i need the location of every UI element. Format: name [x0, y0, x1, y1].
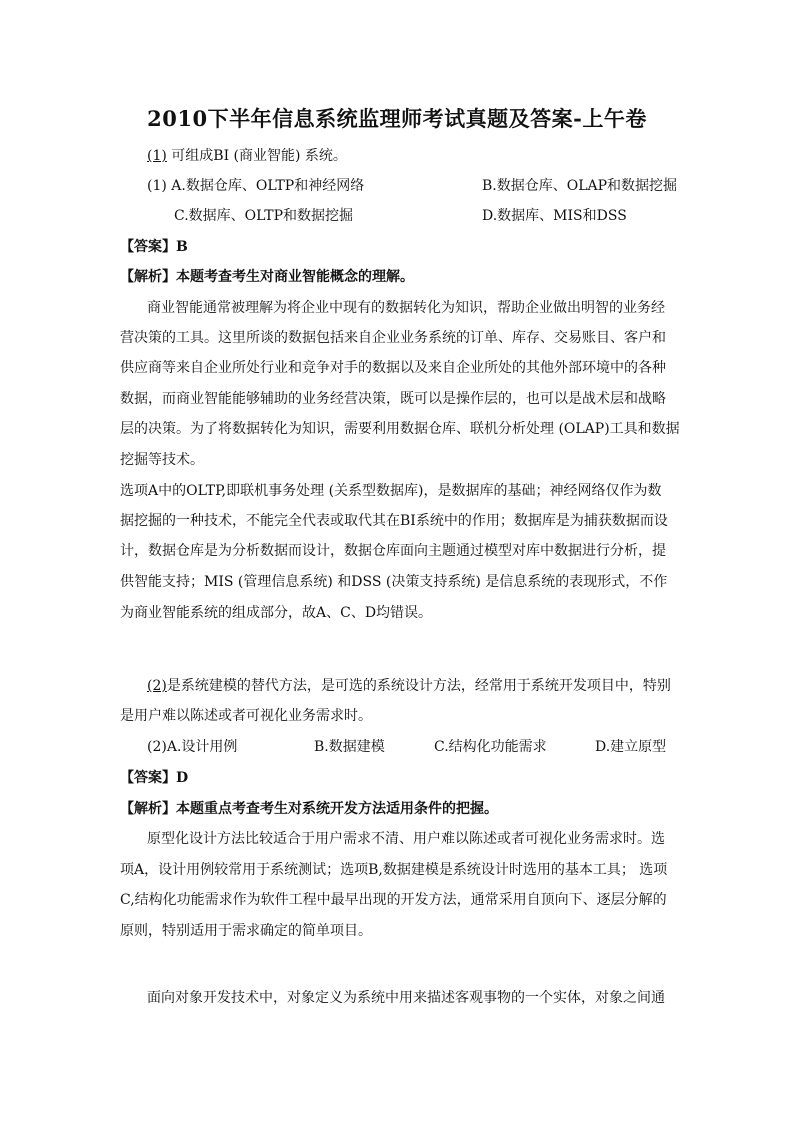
q1-para2-line: 据挖掘的一种技术，不能完全代表或取代其在BI系统中的作用；数据库是为捕获数据而设: [120, 513, 668, 529]
q1-analysis-heading: 【解析】本题考查考生对商业智能概念的理解。: [120, 269, 414, 285]
q2-option-b: B.数据建模: [314, 739, 385, 755]
q1-answer: 【答案】B: [120, 239, 188, 255]
q1-para2-line: 选项A中的OLTP,即联机事务处理 (关系型数据库)，是数据库的基础；神经网络仅作为数: [120, 483, 662, 499]
q1-option-d: D.数据库、MIS和DSS: [482, 208, 627, 224]
q2-analysis-heading: 【解析】本题重点考查考生对系统开发方法适用条件的把握。: [120, 801, 498, 817]
q2-para1-line: 项A，设计用例较常用于系统测试；选项B,数据建模是系统设计时选用的基本工具； 选项: [120, 862, 668, 878]
q2-stem-line: 是用户难以陈述或者可视化业务需求时。: [120, 708, 372, 724]
q2-blank: (2): [147, 678, 167, 694]
q1-para1-line: 层的决策。为了将数据转化为知识，需要利用数据仓库、联机分析处理 (OLAP)工具和数据: [120, 421, 680, 437]
q1-blank: (1): [147, 148, 167, 164]
q1-para2-line: 供智能支持；MIS (管理信息系统) 和DSS (决策支持系统) 是信息系统的表现形式，不作: [120, 574, 668, 590]
q1-para1-line: 供应商等来自企业所处行业和竞争对手的数据以及来自企业所处的其他外部环境中的各种: [120, 360, 666, 376]
q2-stem: [147, 676, 671, 696]
q2-answer: 【答案】D: [120, 770, 189, 786]
q1-para2-line: 计，数据仓库是为分析数据而设计，数据仓库面向主题通过模型对库中数据进行分析，提: [120, 543, 666, 559]
q1-stem: [147, 146, 347, 166]
q2-para1-line: C,结构化功能需求作为软件工程中最早出现的开发方法，通常采用自顶向下、逐层分解的: [120, 892, 667, 908]
q2-option-a: (2)A.设计用例: [147, 739, 238, 755]
q2-option-d: D.建立原型: [595, 739, 667, 755]
q1-option-a: (1) A.数据仓库、OLTP和神经网络: [147, 178, 365, 194]
q1-option-b: B.数据仓库、OLAP和数据挖掘: [482, 178, 678, 194]
q1-para2-line: 为商业智能系统的组成部分，故A、C、D均错误。: [120, 605, 433, 621]
q2-stem-text: 是系统建模的替代方法，是可选的系统设计方法，经常用于系统开发项目中，特别: [166, 678, 671, 694]
q1-para1-line: 营决策的工具。这里所谈的数据包括来自企业业务系统的订单、库存、交易账目、客户和: [120, 330, 666, 346]
q2-para1-line: 原型化设计方法比较适合于用户需求不清、用户难以陈述或者可视化业务需求时。选: [147, 831, 665, 847]
q1-para1-line: 挖掘等技术。: [120, 452, 204, 468]
q1-para1-line: 数据，而商业智能能够辅助的业务经营决策，既可以是操作层的，也可以是战术层和战略: [120, 391, 666, 407]
q2-option-c: C.结构化功能需求: [434, 739, 547, 755]
tail-paragraph-line: 面向对象开发技术中，对象定义为系统中用来描述客观事物的一个实体，对象之间通: [147, 990, 665, 1006]
q1-stem-text: 可组成BI (商业智能) 系统。: [166, 148, 347, 164]
q1-para1-line: 商业智能通常被理解为将企业中现有的数据转化为知识，帮助企业做出明智的业务经: [147, 300, 665, 316]
q1-option-c: C.数据库、OLTP和数据挖掘: [174, 208, 354, 224]
q2-para1-line: 原则，特别适用于需求确定的简单项目。: [120, 923, 372, 939]
page-title: 2010下半年信息系统监理师考试真题及答案-上午卷: [147, 106, 647, 131]
